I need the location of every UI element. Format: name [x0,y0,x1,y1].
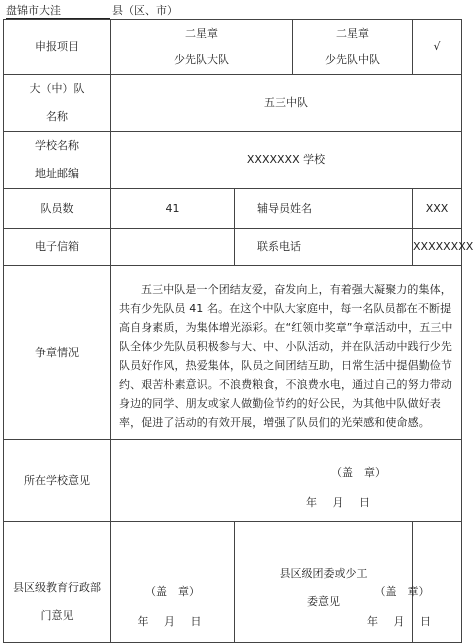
school-opinion-seal-block [111,452,461,510]
email-label: 电子信箱 [4,229,111,266]
school-seal: （盖 章） [331,465,386,479]
edu-seal-block [111,585,234,629]
email-value[interactable] [111,229,235,266]
members-label: 队员数 [4,189,111,229]
county-suffix: 县（区、市） [112,4,178,17]
edu-opinion-cell[interactable] [111,522,235,643]
edu-date: 年 月 日 [137,615,208,628]
school-label-line2: 地址邮编 [35,167,79,180]
school-label-line1: 学校名称 [35,139,79,152]
row-apply-item [4,20,462,75]
edu-label-line1: 县区级教育行政部 [13,581,101,594]
squad-name-label-line1: 大（中）队 [29,82,85,95]
school-label [4,132,111,189]
phone-value[interactable]: XXXXXXXX [413,229,462,266]
edu-label [4,522,111,643]
row-school-opinion [4,440,462,522]
squad-name-label [4,75,111,132]
row-squad-name [4,75,462,132]
squad-name-value[interactable]: 五三中队 [111,75,462,132]
youth-opinion-cell[interactable] [367,522,462,643]
form-header [6,4,178,18]
edu-seal: （盖 章） [145,585,200,598]
squad-name-label-line2: 名称 [46,110,68,123]
row-situation [4,266,462,440]
youth-label-line1: 县区级团委或少工 [279,567,368,580]
apply-option-brigade[interactable] [111,20,293,75]
counselor-label: 辅导员姓名 [235,189,413,229]
phone-label: 联系电话 [235,229,413,266]
edu-label-line2: 门意见 [40,609,74,622]
option1-type: 少先队大队 [174,53,229,66]
school-opinion-label: 所在学校意见 [4,440,111,522]
situation-text[interactable]: 五三中队是一个团结友爱，奋发向上，有着强大凝聚力的集体，共有少先队员 41 名。在这个中队大家庭中，每一名队员都在不断提高自身素质，为集体增光添彩。在“红领巾奖章”争章活动中，五三中队全体少先队员积极参与大、中、小队活动，并在队活动中践行少先队员好作风，热爱集体，队员之间团结互助，日常生活中提倡勤俭节约、艰苦朴素意识。不浪费粮食，不浪费水电，通过自己的努力带动身边的同学、朋友或家人做勤俭节约的好公民，为其他中队做好表率，促进了活动的有效开展，增强了队员们的光荣感和使命感。 [111,266,462,440]
row-contact [4,229,462,266]
school-value[interactable]: XXXXXXX 学校 [111,132,462,189]
option1-star: 二星章 [185,27,218,40]
option2-type: 少先队中队 [325,53,380,66]
city-name: 盘锦市大洼 [6,4,110,19]
youth-label-line2: 委意见 [307,595,340,608]
members-value[interactable]: 41 [111,189,235,229]
apply-option-squad[interactable] [293,20,413,75]
row-school [4,132,462,189]
counselor-value[interactable]: XXX [413,189,462,229]
youth-seal: （盖 章） [374,585,430,598]
row-members [4,189,462,229]
check-mark[interactable]: √ [413,20,462,75]
application-form-table [3,19,473,643]
youth-date: 年 月 日 [367,615,437,628]
row-bottom-opinions [4,522,462,643]
situation-label: 争章情况 [4,266,111,440]
youth-seal-block [343,585,461,629]
apply-item-label: 申报项目 [4,20,111,75]
school-opinion-cell[interactable] [111,440,462,522]
option2-star: 二星章 [336,27,369,40]
school-date: 年 月 日 [306,495,376,509]
